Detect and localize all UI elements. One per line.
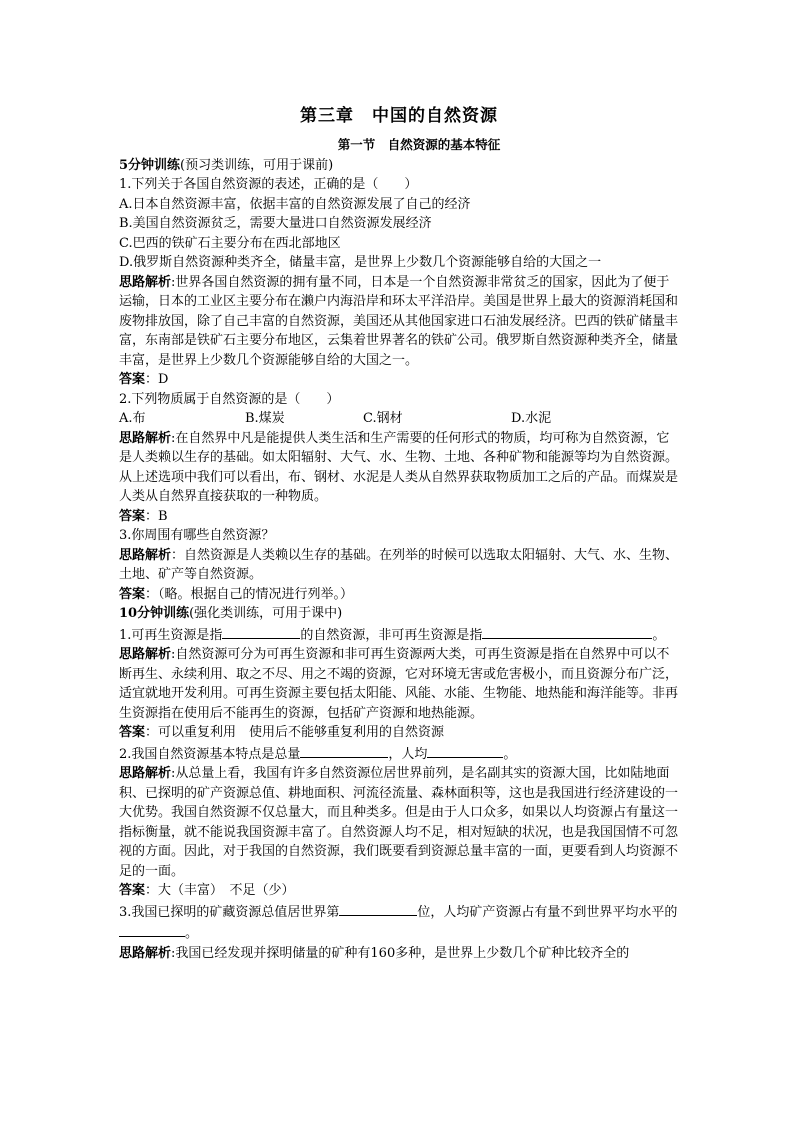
analysis-paragraph [119,645,679,723]
fill-blank-question [119,743,679,765]
option-d: D.水泥 [511,411,552,426]
answer-label: 答案 [119,372,146,387]
section-note: (强化类训练，可用于课中) [189,606,343,621]
question-text: ，人均 [388,746,428,762]
fill-blank-question [119,901,679,944]
chapter-title: 第三章 中国的自然资源 [300,106,498,126]
answer-line [119,507,679,527]
analysis-text: :世界各国自然资源的拥有量不同，日本是一个自然资源非常贫乏的国家，因此为了便于运输，日本的工业区主要分布在濑户内海沿岸和环太平洋沿岸。美国是世界上最大的资源消耗国和废物排放国，除了自己丰富的自然资源，美国还从其他国家进口石油发展经济。巴西的铁矿储量丰富，东南部是铁矿石主要分布地区，云集着世界著名的铁矿公司。俄罗斯自然资源种类齐全，储量丰富，是世界上少数几个资源能够自给的大国之一。 [119,274,679,368]
answer-line [119,881,679,901]
answer-text: ：（略。根据自己的情况进行列举。） [145,586,354,602]
answer-label: 答案 [119,508,146,524]
analysis-text: :在自然界中凡是能提供人类生活和生产需要的任何形式的物质，均可称为自然资源，它是人类赖以生存的基础。如太阳辐射、大气、水、生物、土地、各种矿物和能源等均为自然资源。从上述选项中我们可以看出，布、钢材、水泥是人类从自然界获取物质加工之后的产品。而煤炭是人类从自然界直接获取的一种物质。 [119,430,679,504]
analysis-label: 思路解析 [119,430,172,446]
answer-text: ：大（丰富） 不足（少） [145,883,295,898]
answer-label: 答案 [119,883,146,898]
question-text: 位，人均矿产资源占有量不到世界平均水平的 [417,904,678,920]
answer-blank[interactable] [339,901,417,916]
option-b: B.煤炭 [245,411,285,426]
answer-blank[interactable] [300,743,388,758]
analysis-text: ：自然资源是人类赖以生存的基础。在列举的时候可以选取太阳辐射、大气、水、生物、土地、矿产等自然资源。 [119,547,679,582]
section-header-10min [119,604,679,624]
question-text: 。 [503,746,517,762]
option-a: A.布 [119,411,146,426]
analysis-label: 思路解析 [119,766,172,781]
document-page [119,105,679,963]
option-b: B.美国自然资源贫乏，需要大量进口自然资源发展经济 [119,216,432,231]
question-text: 。 [185,926,199,941]
analysis-label: 思路解析 [119,547,172,563]
answer-label: 答案 [119,586,146,602]
answer-blank[interactable] [222,624,300,639]
question-text: 2.我国自然资源基本特点是总量 [119,746,301,762]
analysis-label: 思路解析 [119,274,172,290]
options-row [119,409,679,429]
analysis-paragraph [119,764,679,881]
analysis-paragraph [119,546,679,585]
question-text: 3.我国已探明的矿藏资源总值居世界第 [119,904,340,920]
answer-blank[interactable] [427,743,503,758]
answer-label: 答案 [119,725,146,740]
answer-blank[interactable] [119,922,185,937]
question-text: 的自然资源，非可再生资源是指 [300,627,483,643]
analysis-text: :从总量上看，我国有许多自然资源位居世界前列，是名副其实的资源大国，比如陆地面积、已探明的矿产资源总值、耕地面积、河流径流量、森林面积等，这也是我国进行经济建设的一大优势。我国自然资源不仅总量大，而且种类多。但是由于人口众多，如果以人均资源占有量这一指标衡量，就不能说我国资源丰富了。自然资源人均不足，相对短缺的状况，也是我国国情不可忽视的方面。因此，对于我国的自然资源，我们既要看到资源总量丰富的一面，更要看到人均资源不足的一面。 [119,766,679,879]
answer-line [119,585,679,605]
section-label: 10分钟训练 [119,606,190,621]
analysis-paragraph [119,273,679,371]
analysis-paragraph [119,429,679,507]
answer-line [119,723,679,743]
question-text: 1.可再生资源是指 [119,627,223,643]
question-stem: 1.下列关于各国自然资源的表述，正确的是（ ） [119,177,418,192]
section-title: 第一节 自然资源的基本特征 [337,137,501,152]
answer-blank[interactable] [482,624,652,639]
section-label: 5分钟训练 [119,157,181,173]
answer-text: ：可以重复利用 使用后不能够重复利用的自然资源 [145,725,445,740]
question-stem: 2.下列物质属于自然资源的是（ ） [119,391,340,407]
analysis-label: 思路解析 [119,647,172,662]
section-note: (预习类训练，可用于课前) [180,157,334,173]
question-stem: 3.你周围有哪些自然资源？ [119,528,275,543]
analysis-paragraph [119,944,679,964]
answer-line [119,370,679,390]
answer-text: ：D [145,372,169,387]
option-c: C.巴西的铁矿石主要分布在西北部地区 [119,235,341,251]
answer-text: ：B [145,508,168,524]
option-d: D.俄罗斯自然资源种类齐全，储量丰富，是世界上少数几个资源能够自给的大国之一 [119,255,602,270]
analysis-text: :我国已经发现并探明储量的矿种有160多种，是世界上少数几个矿种比较齐全的 [171,945,630,961]
option-a: A.日本自然资源丰富，依据丰富的自然资源发展了自己的经济 [119,196,471,212]
fill-blank-question [119,624,679,646]
option-c: C.钢材 [363,411,403,426]
analysis-label: 思路解析 [119,945,172,961]
analysis-text: :自然资源可分为可再生资源和非可再生资源两大类，可再生资源是指在自然界中可以不断再生、永续利用、取之不尽、用之不竭的资源，它对环境无害或危害极小，而且资源分布广泛，适宜就地开发利用。可再生资源主要包括太阳能、风能、水能、生物能、地热能和海洋能等。非再生资源指在使用后不能再生的资源，包括矿产资源和地热能源。 [119,647,679,721]
section-header-5min [119,156,679,176]
question-text: 。 [652,627,666,643]
